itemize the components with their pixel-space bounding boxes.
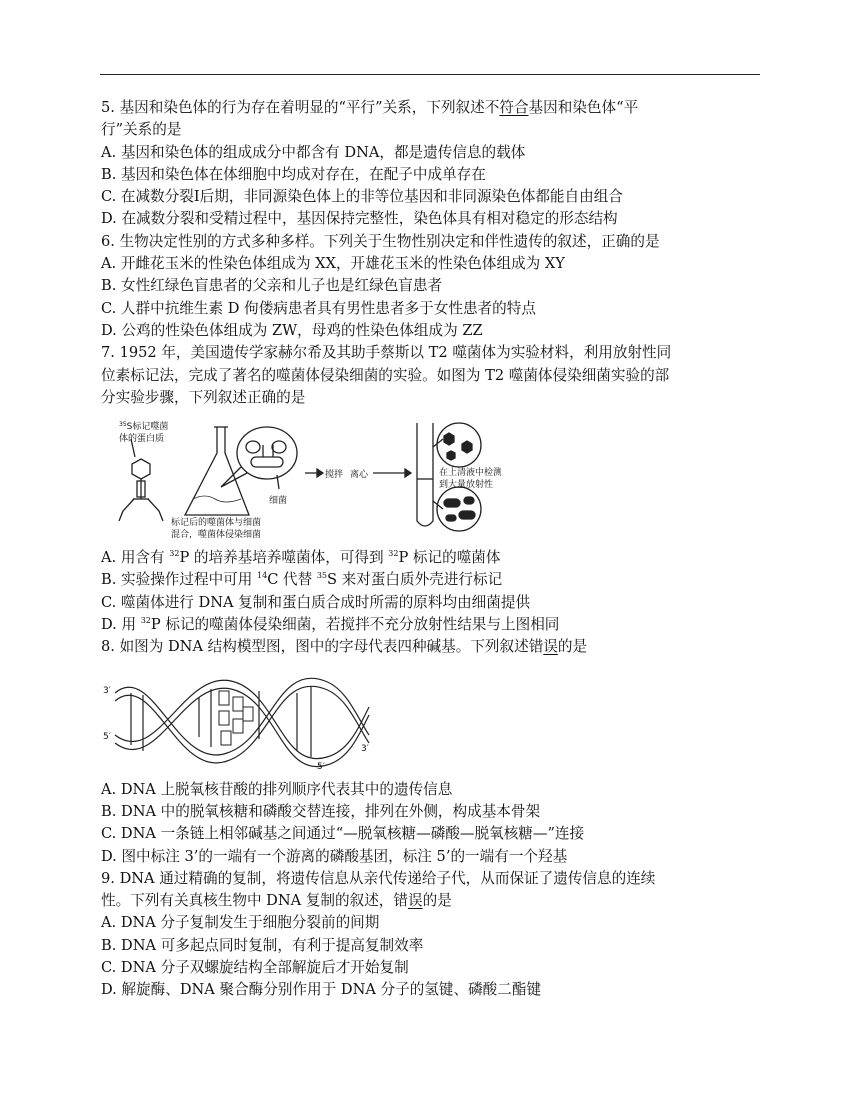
q6-stem: 6. 生物决定性别的方式多种多样。下列关于生物性别决定和伴性遗传的叙述，正确的是 (101, 232, 660, 250)
dna-strand-1 (115, 678, 369, 755)
label-detect-line2: 到大量放射性 (439, 480, 494, 491)
q7-option-a: A. 用含有 $^{32}$P 的培养基培养噬菌体，可得到 $^{32}$P 标记的噬菌体 (101, 549, 501, 567)
label-phage-line1: $^{35}$S标记噬菌 (119, 421, 169, 433)
label-detect-line1: 在上清液中检测 (439, 468, 501, 479)
q7-option-d: D. 用 $^{32}$P 标记的噬菌体侵染细菌，若搅拌不充分放射性结果与上图相同 (101, 616, 560, 634)
flask-shape (185, 427, 249, 515)
zoom-bubble (237, 427, 297, 479)
label-stir: 搅拌 (325, 470, 344, 481)
label-5-prime-left: 5′ (103, 731, 111, 742)
base-block (219, 691, 229, 705)
q7-option-c: C. 噬菌体进行 DNA 复制和蛋白质合成时所需的原料均由细菌提供 (101, 593, 531, 611)
base-block (233, 719, 243, 733)
q8-option-b: B. DNA 中的脱氧核糖和磷酸交替连接，排列在外侧，构成基本骨架 (101, 802, 541, 820)
label-centrifuge: 离心 (350, 470, 369, 481)
label-3-prime-left: 3′ (103, 685, 111, 696)
phage-experiment-diagram (101, 417, 501, 539)
base-block (243, 707, 253, 721)
q5-option-a: A. 基因和染色体的组成成分中都含有 DNA，都是遗传信息的载体 (101, 143, 526, 161)
phage-infection-figure (101, 417, 501, 539)
dna-helix-diagram (101, 667, 381, 771)
label-5-prime-bottom: 5′ (317, 761, 325, 771)
dna-model-figure (101, 667, 381, 771)
q8-option-a: A. DNA 上脱氧核苷酸的排列顺序代表其中的遗传信息 (101, 780, 453, 798)
q8-option-c: C. DNA 一条链上相邻碱基之间通过“—脱氧核糖—磷酸—脱氧核糖—”连接 (101, 825, 585, 843)
label-phage-line2: 体的蛋白质 (119, 434, 165, 445)
q5-option-d: D. 在减数分裂和受精过程中，基因保持完整性，染色体具有相对稳定的形态结构 (101, 210, 618, 228)
label-mix-line1: 标记后的噬菌体与细菌 (171, 518, 262, 529)
q6-option-a: A. 开雌花玉米的性染色体组成为 XX，开雄花玉米的性染色体组成为 XY (101, 255, 565, 273)
q9-option-a: A. DNA 分子复制发生于细胞分裂前的间期 (101, 914, 380, 932)
q7-option-b: B. 实验操作过程中可用 $^{14}$C 代替 $^{35}$S 来对蛋白质外壳进行标记 (101, 571, 503, 589)
q7-stem-line2: 位素标记法，完成了著名的噬菌体侵染细菌的实验。如图为 T2 噬菌体侵染细菌实验的部 (101, 366, 670, 384)
pellet-circle (437, 487, 481, 531)
q5-option-b: B. 基因和染色体在体细胞中均成对存在，在配子中成单存在 (101, 165, 486, 183)
supernatant-circle (437, 423, 481, 467)
q9-stem-line2: 性。下列有关真核生物中 DNA 复制的叙述，错误的是 (101, 892, 452, 910)
q9-option-c: C. DNA 分子双螺旋结构全部解旋后才开始复制 (101, 959, 409, 977)
phage-head-shape (132, 459, 150, 479)
q8-option-d: D. 图中标注 3’的一端有一个游离的磷酸基团，标注 5’的一端有一个羟基 (101, 847, 568, 865)
q5-option-c: C. 在减数分裂Ⅰ后期，非同源染色体上的非等位基因和非同源染色体都能自由组合 (101, 188, 623, 206)
q5-stem-line1: 5. 基因和染色体的行为存在着明显的“平行”关系，下列叙述不符合基因和染色体“平 (101, 99, 639, 116)
q9-option-b: B. DNA 可多起点同时复制，有利于提高复制效率 (101, 936, 424, 954)
label-mix-line2: 混合，噬菌体侵染细菌 (171, 530, 262, 540)
base-block (221, 731, 231, 745)
q8-stem: 8. 如图为 DNA 结构模型图，图中的字母代表四种碱基。下列叙述错误的是 (101, 638, 588, 656)
q6-option-c: C. 人群中抗维生素 D 佝偻病患者具有男性患者多于女性患者的特点 (101, 299, 536, 317)
q6-option-b: B. 女性红绿色盲患者的父亲和儿子也是红绿色盲患者 (101, 277, 443, 295)
label-bacteria: 细菌 (269, 496, 288, 507)
test-tube-shape (417, 423, 433, 526)
exam-content (101, 97, 761, 1002)
base-block (219, 711, 229, 725)
label-3-prime-right: 3′ (361, 743, 369, 754)
q7-stem-line1: 7. 1952 年，美国遗传学家赫尔希及其助手蔡斯以 T2 噬菌体为实验材料，利用放射性同 (101, 344, 672, 362)
q7-stem-line3: 分实验步骤，下列叙述正确的是 (101, 388, 306, 406)
q5-stem-line2: 行”关系的是 (101, 121, 182, 139)
q9-stem-line1: 9. DNA 通过精确的复制，将遗传信息从亲代传递给子代，从而保证了遗传信息的连续 (101, 869, 656, 887)
q9-option-d: D. 解旋酶、DNA 聚合酶分别作用于 DNA 分子的氢键、磷酸二酯键 (101, 981, 542, 999)
base-block (233, 697, 243, 711)
header-rule (100, 74, 760, 75)
q6-option-d: D. 公鸡的性染色体组成为 ZW，母鸡的性染色体组成为 ZZ (101, 321, 483, 339)
